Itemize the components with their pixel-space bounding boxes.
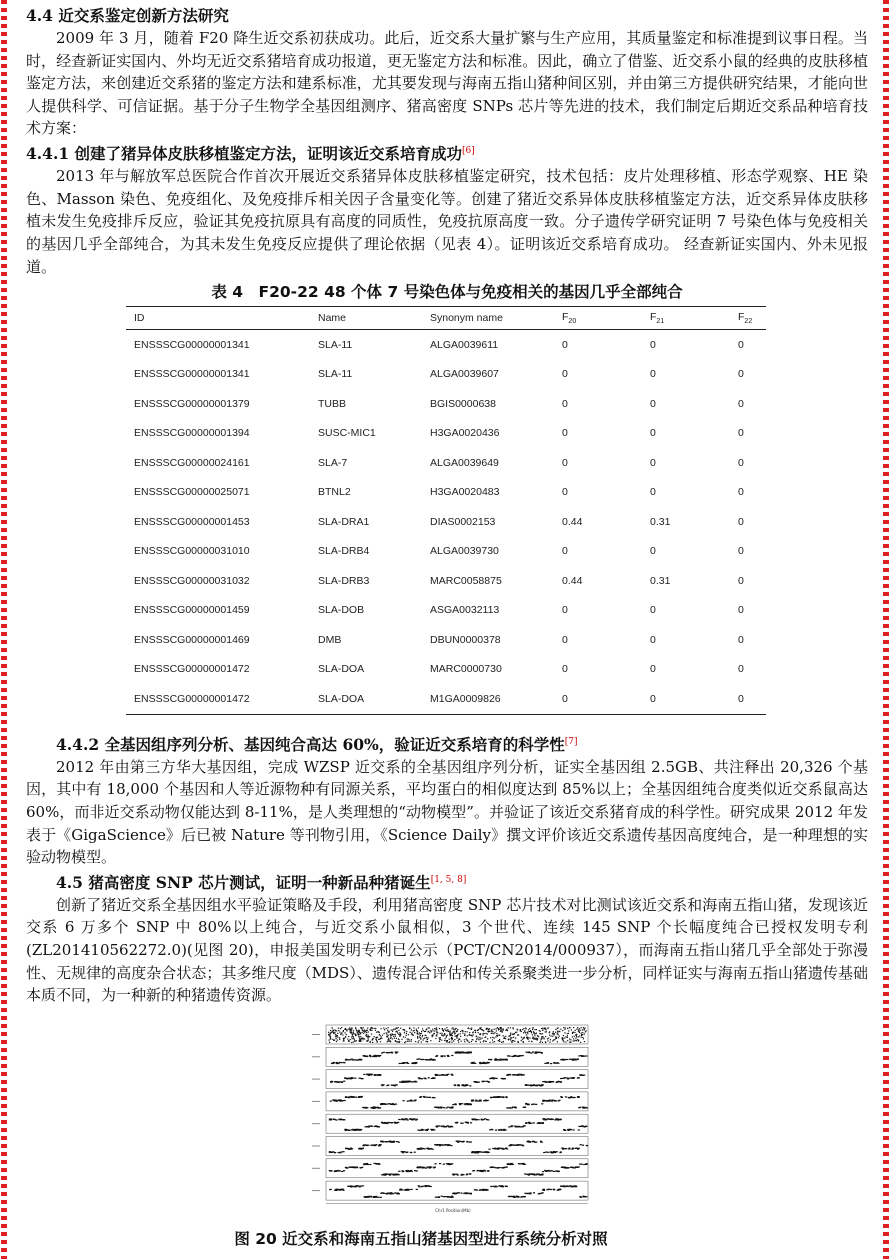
section-4-4-heading: 4.4 近交系鉴定创新方法研究 (26, 6, 229, 25)
table-row (126, 684, 766, 714)
table-cell: TUBB (318, 397, 347, 410)
table-cell: H3GA0020483 (430, 486, 500, 499)
table-cell: 0 (562, 486, 568, 499)
table-cell: 0 (650, 397, 656, 410)
table-cell: ENSSSCG00000001379 (134, 397, 250, 410)
table-cell: 0 (738, 545, 744, 558)
table-cell: ENSSSCG00000025071 (134, 486, 250, 499)
header-synonym: Synonym name (430, 312, 503, 325)
table-cell: ALGA0039649 (430, 456, 499, 469)
table-cell: 0 (738, 397, 744, 410)
table-cell: MARC0000730 (430, 663, 502, 676)
table-cell: 0.44 (562, 574, 583, 587)
table-row (126, 566, 766, 596)
header-f22: $F_{22}$ (738, 311, 753, 326)
table-cell: 0 (650, 456, 656, 469)
table-row (126, 507, 766, 537)
table-cell: SLA-DRA1 (318, 515, 370, 528)
genotype-panel (312, 1159, 588, 1178)
table-cell: 0 (650, 427, 656, 440)
table-row (126, 537, 766, 567)
table-row (126, 389, 766, 419)
section-4-4-2-ref: [7] (564, 736, 578, 747)
table-cell: 0 (562, 456, 568, 469)
genotype-panel (312, 1092, 588, 1111)
figure-20-xlabel: Chr1 Position(Mb) (435, 1207, 471, 1213)
table-cell: ENSSSCG00000001453 (134, 515, 250, 528)
section-4-4-1-ref: [6] (462, 145, 475, 156)
table-cell: ENSSSCG00000001341 (134, 338, 250, 351)
table-cell: SLA-11 (318, 368, 353, 381)
table-cell: MARC0058875 (430, 574, 502, 587)
table-cell: 0 (738, 663, 744, 676)
table-row (126, 596, 766, 626)
table-cell: 0 (738, 604, 744, 617)
table-row (126, 478, 766, 508)
section-4-4-1-title: 4.4.1 创建了猪异体皮肤移植鉴定方法，证明该近交系培育成功 (26, 144, 463, 164)
section-4-5-ref: [1, 5, 8] (430, 874, 467, 885)
table-cell: 0 (738, 427, 744, 440)
table-cell: 0 (650, 486, 656, 499)
table-row (126, 330, 766, 360)
table-row (126, 655, 766, 685)
table-cell: SLA-DOB (318, 604, 365, 617)
table-cell: 0.31 (650, 574, 671, 587)
table-cell: ASGA0032113 (430, 604, 500, 617)
right-decorative-border (883, 0, 889, 1259)
table-cell: M1GA0009826 (430, 692, 501, 705)
table-cell: ENSSSCG00000001341 (134, 368, 250, 381)
table-cell: 0 (562, 397, 568, 410)
table-cell: ENSSSCG00000001459 (134, 604, 250, 617)
table-cell: DMB (318, 633, 342, 646)
table-cell: 0 (650, 692, 656, 705)
figure-20-genotype-plot (308, 1021, 598, 1216)
table-cell: 0 (562, 633, 568, 646)
table-cell: 0 (738, 486, 744, 499)
genotype-panel (312, 1025, 588, 1044)
table-cell: 0 (738, 633, 744, 646)
table-cell: 0 (738, 515, 744, 528)
section-4-4-2-heading (26, 731, 868, 756)
section-4-4-1-heading (26, 140, 868, 165)
section-4-4-paragraph: 2009 年 3 月，随着 F20 降生近交系初获成功。此后，近交系大量扩繁与生产应用，其质量鉴定和标准提到议事日程。当时，经查新证实国内、外均无近交系猪培育成功报道，更无鉴定方法和标准。因此，确立了借鉴、近交系小鼠的经典的皮肤移植鉴定方法，来创建近交系猪的鉴定方法和建系标准，尤其要发现与海南五指山猪种间区别，并由第三方提供研究结果，才能向世人提供科学、可信证据。基于分子生物学全基因组测序、猪高密度 SNPs 芯片等先进的技术，我们制定后期近交系品种培育技术方案： (26, 29, 868, 138)
section-4-4-1-paragraph: 2013 年与解放军总医院合作首次开展近交系猪异体皮肤移植鉴定研究，技术包括：皮片处理移植、形态学观察、HE 染色、Masson 染色、免疫组化、及免疫排斥相关因子含量变化等。创建了猪近交系异体皮肤移植鉴定方法，近交系异体皮肤移植未发生免疫排斥反应，验证其免疫抗原具有高度的同质性，免疫抗原高度一致。分子遗传学研究证明 7 号染色体与免疫相关的基因几乎全部纯合，为其未发生免疫反应提供了理论依据（见表 4）。证明该近交系培育成功。 经查新证实国内、外未见报道。 (26, 167, 868, 276)
table-cell: 0 (650, 545, 656, 558)
table-4 (126, 306, 766, 715)
table-cell: 0.44 (562, 515, 583, 528)
table-row (126, 448, 766, 478)
table-cell: 0 (562, 427, 568, 440)
table-cell: ALGA0039611 (430, 338, 499, 351)
header-id: ID (134, 312, 145, 325)
table-cell: 0 (562, 663, 568, 676)
genotype-panel (312, 1114, 588, 1133)
table-cell: 0 (562, 545, 568, 558)
table-cell: 0 (738, 456, 744, 469)
table-row (126, 360, 766, 390)
table-cell: ENSSSCG00000001472 (134, 663, 250, 676)
table-cell: 0 (738, 338, 744, 351)
table-cell: ENSSSCG00000031032 (134, 574, 250, 587)
left-decorative-border (1, 0, 7, 1259)
table-cell: 0 (738, 368, 744, 381)
genotype-panel (312, 1136, 588, 1155)
document-page (26, 4, 868, 1216)
table-cell: SLA-DOA (318, 692, 365, 705)
table-cell: 0 (650, 663, 656, 676)
section-4-4-2-paragraph: 2012 年由第三方华大基因组，完成 WZSP 近交系的全基因组序列分析，证实全基因组 2.5GB、共注释出 20,326 个基因，其中有 18,000 个基因和人等近源物种有同源关系，平均蛋白的相似度达到 85%以上；全基因组纯合度类似近交系鼠高达 60%，而非近交系动物仅能达到 8-11%，是人类理想的“动物模型”。并验证了该近交系猪育成的科学性。研究成果 2012 年发表于《GigaScience》后已被 Nature 等刊物引用，《Science Daily》撰文评价该近交系遗传基因高度纯合，是一种理想的实验动物模型。 (26, 757, 868, 867)
section-4-4-2-title: 4.4.2 全基因组序列分析、基因纯合高达 60%，验证近交系培育的科学性 (56, 734, 565, 754)
genotype-panel (312, 1069, 588, 1088)
table-cell: 0 (562, 604, 568, 617)
table-cell: ENSSSCG00000031010 (134, 545, 250, 558)
table-cell: BGIS0000638 (430, 397, 496, 410)
table-cell: DIAS0002153 (430, 515, 496, 528)
table-cell: ENSSSCG00000001472 (134, 692, 250, 705)
table-cell: SUSC-MIC1 (318, 427, 376, 440)
table-cell: BTNL2 (318, 486, 351, 499)
table-cell: 0.31 (650, 515, 671, 528)
table-cell: SLA-DRB4 (318, 545, 370, 558)
header-f20: $F_{20}$ (562, 311, 577, 326)
table-cell: 0 (650, 368, 656, 381)
table-cell: 0 (650, 604, 656, 617)
table-cell: SLA-DRB3 (318, 574, 370, 587)
table-header-row (126, 307, 766, 330)
table-cell: SLA-11 (318, 338, 353, 351)
header-f21: $F_{21}$ (650, 311, 665, 326)
table-cell: SLA-7 (318, 456, 348, 469)
table-cell: ENSSSCG00000001394 (134, 427, 250, 440)
table-cell: ALGA0039730 (430, 545, 499, 558)
table-cell: SLA-DOA (318, 663, 365, 676)
genotype-panel (312, 1181, 588, 1200)
table-row (126, 625, 766, 655)
table-cell: ALGA0039607 (430, 368, 499, 381)
table-cell: 0 (562, 368, 568, 381)
genotype-panels-svg (308, 1021, 598, 1216)
genotype-panel (312, 1047, 588, 1066)
table-cell: DBUN0000378 (430, 633, 501, 646)
table-cell: 0 (738, 692, 744, 705)
table-cell: 0 (650, 338, 656, 351)
table-row (126, 419, 766, 449)
table-cell: H3GA0020436 (430, 427, 500, 440)
table-cell: 0 (738, 574, 744, 587)
table-cell: ENSSSCG00000024161 (134, 456, 250, 469)
table-cell: 0 (650, 633, 656, 646)
figure-20-caption: 图 20 近交系和海南五指山猪基因型进行系统分析对照 (234, 1230, 608, 1248)
table-cell: ENSSSCG00000001469 (134, 633, 250, 646)
table-4-caption: 表 4 F20-22 48 个体 7 号染色体与免疫相关的基因几乎全部纯合 (211, 283, 683, 302)
section-4-5-title: 4.5 猪高密度 SNP 芯片测试，证明一种新品种猪诞生 (56, 872, 431, 892)
table-cell: 0 (562, 692, 568, 705)
section-4-5-heading (26, 869, 868, 894)
section-4-5-paragraph: 创新了猪近交系全基因组水平验证策略及手段，利用猪高密度 SNP 芯片技术对比测试该近交系和海南五指山猪，发现该近交系 6 万多个 SNP 中 80%以上纯合，与近交系小鼠相似，3 个世代、连续 145 SNP 个长幅度纯合已授权发明专利(ZL201410562272.0)(见图 20)，申报美国发明专利已公示（PCT/CN2014/000937），而海南五指山猪几乎全部处于弥漫性、无规律的高度杂合状态；其多维尺度（MDS）、遗传混合评估和传关系聚类进一步分析，同样证实与海南五指山猪遗传基础本质不同，为一种新的种猪遗传资源。 (26, 895, 868, 1005)
table-cell: 0 (562, 338, 568, 351)
header-name: Name (318, 312, 347, 325)
